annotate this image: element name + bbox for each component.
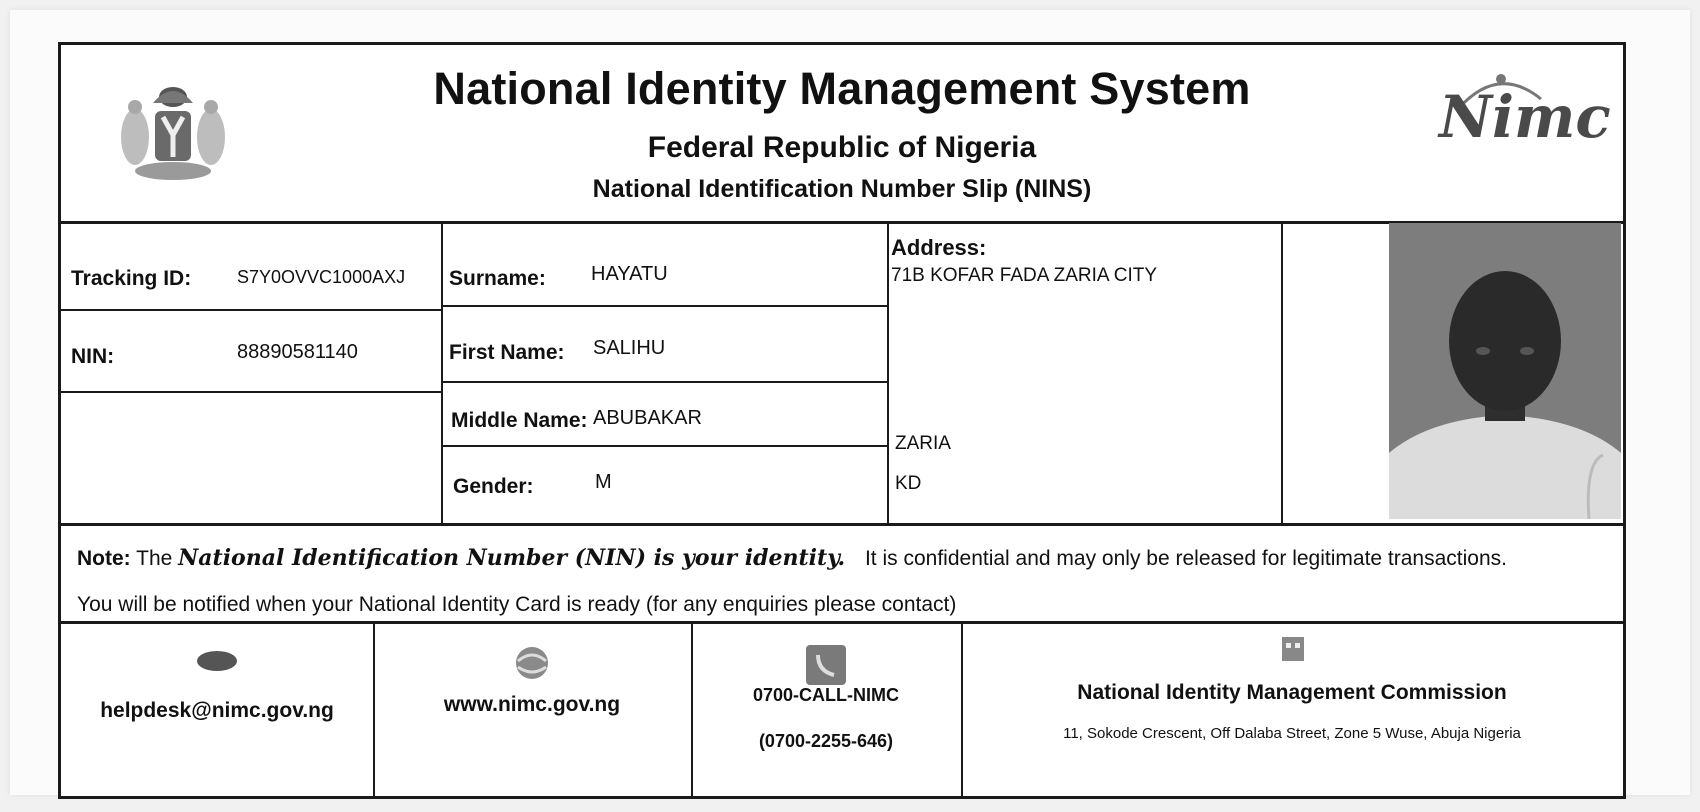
address-town: ZARIA	[895, 433, 951, 454]
note-line-2: You will be notified when your National Identity Card is ready (for any enquiries please contact)	[77, 593, 957, 616]
address-line: 71B KOFAR FADA ZARIA CITY	[891, 265, 1158, 286]
divider	[61, 391, 441, 393]
page-subtitle: Federal Republic of Nigeria	[647, 131, 1037, 164]
gender-label: Gender:	[453, 475, 534, 498]
divider	[887, 221, 889, 523]
first-name-value: SALIHU	[593, 337, 666, 359]
gender-value: M	[595, 471, 612, 493]
divider	[441, 445, 887, 447]
nin-value: 88890581140	[237, 341, 358, 363]
surname-label: Surname:	[449, 267, 546, 290]
middle-name-label: Middle Name:	[451, 409, 588, 432]
nin-slip	[58, 42, 1626, 799]
phone-word[interactable]: 0700-CALL-NIMC	[752, 685, 899, 705]
address-state: KD	[895, 473, 922, 494]
paper-sheet	[10, 10, 1690, 795]
commission-address: 11, Sokode Crescent, Off Dalaba Street, Zone 5 Wuse, Abuja Nigeria	[1063, 725, 1521, 742]
page-title: National Identity Management System	[433, 63, 1251, 114]
nimc-logo-text: Nimc	[1439, 83, 1611, 151]
divider	[441, 381, 887, 383]
note-emphasis: National Identification Number (NIN) is your identity.	[178, 545, 846, 571]
divider	[61, 309, 441, 311]
phone-icon	[804, 643, 848, 677]
identity-details	[61, 221, 1623, 526]
slip-name: National Identification Number Slip (NINS)	[592, 175, 1092, 203]
passport-photo	[1389, 223, 1621, 519]
building-icon	[1270, 631, 1314, 665]
nimc-logo	[1433, 69, 1611, 164]
email-icon	[195, 643, 239, 677]
tracking-id-label: Tracking ID:	[71, 267, 192, 290]
divider	[441, 305, 887, 307]
note-prefix: Note:	[77, 547, 131, 570]
nin-label: NIN:	[71, 345, 115, 368]
note-the: The	[136, 547, 173, 570]
slip-header	[61, 45, 1623, 224]
globe-icon	[510, 643, 554, 677]
email-link[interactable]: helpdesk@nimc.gov.ng	[100, 699, 334, 722]
website-cell	[373, 621, 691, 799]
phone-cell	[691, 621, 961, 799]
website-link[interactable]: www.nimc.gov.ng	[443, 693, 621, 716]
divider	[1281, 221, 1283, 523]
contacts-section	[61, 621, 1623, 799]
address-label: Address:	[891, 235, 987, 260]
divider	[441, 221, 443, 523]
note-rest: It is confidential and may only be released for legitimate transactions.	[864, 547, 1507, 570]
tracking-id-value: S7Y0OVVC1000AXJ	[237, 267, 406, 287]
commission-cell	[961, 621, 1623, 799]
surname-value: HAYATU	[591, 263, 668, 285]
commission-name: National Identity Management Commission	[1077, 681, 1507, 704]
note-section	[61, 523, 1623, 624]
note-line-1	[77, 545, 1507, 571]
phone-number[interactable]: (0700-2255-646)	[758, 731, 894, 751]
email-cell	[61, 621, 373, 799]
middle-name-value: ABUBAKAR	[593, 407, 702, 429]
first-name-label: First Name:	[449, 341, 565, 364]
